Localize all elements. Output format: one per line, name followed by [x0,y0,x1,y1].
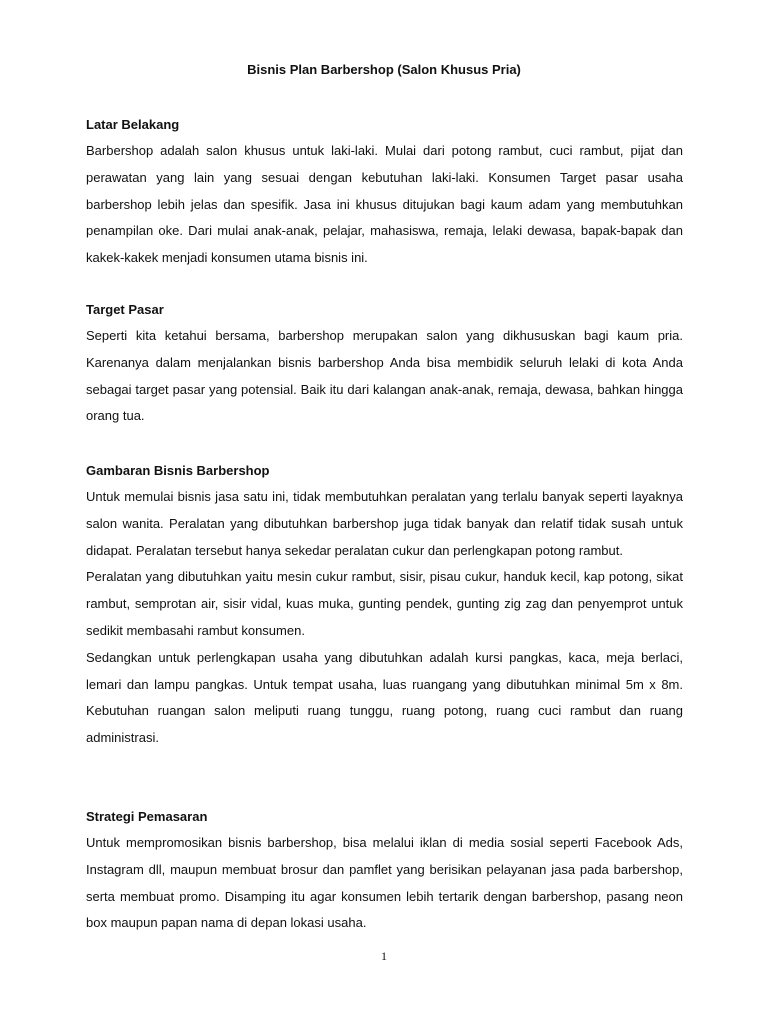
section-gambaran-bisnis [86,462,683,752]
section-heading: Strategi Pemasaran [86,809,208,824]
section-heading: Gambaran Bisnis Barbershop [86,463,270,478]
section-paragraph: Seperti kita ketahui bersama, barbershop merupakan salon yang dikhususkan bagi kaum pria. Karenanya dalam menjalankan bisnis barbershop Anda bisa membidik seluruh lelaki di kota Anda sebagai target pasar yang potensial. Baik itu dari kalangan anak-anak, remaja, dewasa, bahkan hingga orang tua. [86,328,683,424]
section-latar-belakang [86,116,683,272]
section-heading: Target Pasar [86,302,164,317]
section-paragraph: Sedangkan untuk perlengkapan usaha yang dibutuhkan adalah kursi pangkas, kaca, meja berlaci, lemari dan lampu pangkas. Untuk tempat usaha, luas ruangang yang dibutuhkan minimal 5m x 8m. Kebutuhan ruangan salon meliputi ruang tunggu, ruang potong, ruang cuci rambut dan ruang administrasi. [86,649,683,746]
section-paragraph: Untuk mempromosikan bisnis barbershop, bisa melalui iklan di media sosial seperti Facebook Ads, Instagram dll, maupun membuat brosur dan pamflet yang berisikan pelayanan jasa pada barbershop, serta membuat promo. Disamping itu agar konsumen lebih tertarik dengan barbershop, pasang neon box maupun papan nama di depan lokasi usaha. [86,835,683,931]
section-strategi-pemasaran [86,808,683,937]
section-heading: Latar Belakang [86,117,180,132]
section-paragraph: Peralatan yang dibutuhkan yaitu mesin cukur rambut, sisir, pisau cukur, handuk kecil, kap potong, sikat rambut, semprotan air, sisir vidal, kuas muka, gunting pendek, gunting zig zag dan penyemprot untuk sedikit membasahi rambut konsumen. [86,569,683,638]
section-paragraph: Untuk memulai bisnis jasa satu ini, tidak membutuhkan peralatan yang terlalu banyak seperti layaknya salon wanita. Peralatan yang dibutuhkan barbershop juga tidak banyak dan relatif tidak susah untuk didapat. Peralatan tersebut hanya sekedar peralatan cukur dan perlengkapan potong rambut. [86,489,683,558]
section-target-pasar [86,301,683,430]
document-title: Bisnis Plan Barbershop (Salon Khusus Pria) [247,62,521,77]
section-paragraph: Barbershop adalah salon khusus untuk laki-laki. Mulai dari potong rambut, cuci rambut, pijat dan perawatan yang lain yang sesuai dengan kebutuhan laki-laki. Konsumen Target pasar usaha barbershop lebih jelas dan spesifik. Jasa ini khusus ditujukan bagi kaum adam yang membutuhkan penampilan oke. Dari mulai anak-anak, pelajar, mahasiswa, remaja, lelaki dewasa, bapak-bapak dan kakek-kakek menjadi konsumen utama bisnis ini. [86,143,683,266]
page-number: 1 [381,949,387,963]
